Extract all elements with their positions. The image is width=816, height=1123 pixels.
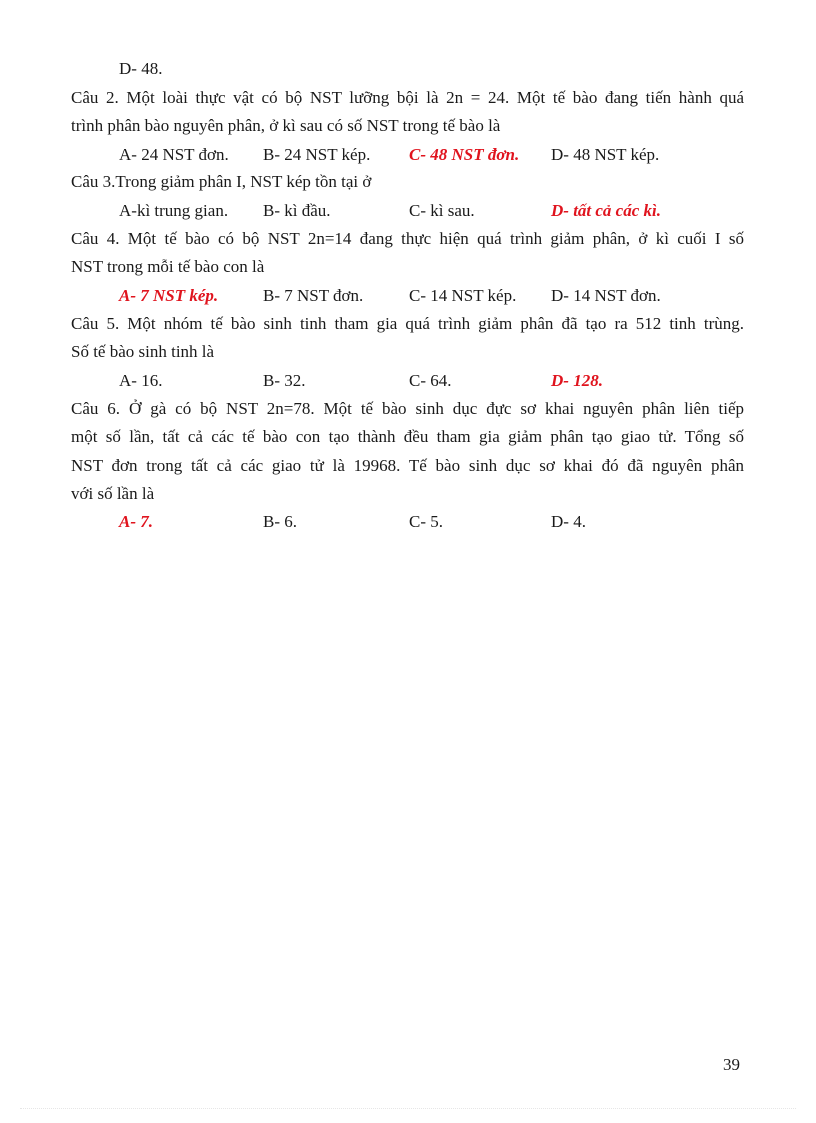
option-b: B- 7 NST đơn. — [263, 286, 364, 305]
previous-answer-option: D- 48. — [119, 59, 163, 78]
question-6-options — [0, 512, 816, 532]
option-a-correct: A- 7. — [119, 512, 153, 531]
footer-divider — [20, 1108, 796, 1109]
option-a: A-kì trung gian. — [119, 201, 229, 220]
option-d: D- 4. — [551, 512, 586, 531]
option-d: D- 48 NST kép. — [551, 145, 660, 164]
question-5-line-1: Câu 5. Một nhóm tế bào sinh tinh tham gia quá trình giảm phân đã tạo ra 512 tinh trùng. — [71, 314, 744, 333]
question-6-line-2: một số lần, tất cả các tế bào con tạo thành đều tham gia giảm phân tạo giao tử. Tổng số — [71, 427, 744, 446]
question-5-line-2: Số tế bào sinh tinh là — [71, 342, 215, 361]
option-a-correct: A- 7 NST kép. — [119, 286, 219, 305]
question-2-options — [0, 145, 816, 165]
question-4-options — [0, 286, 816, 306]
option-d: D- 14 NST đơn. — [551, 286, 661, 305]
option-c-correct: C- 48 NST đơn. — [409, 145, 520, 164]
question-6-line-4: với số lần là — [71, 484, 155, 503]
option-b: B- 6. — [263, 512, 297, 531]
option-c: C- 5. — [409, 512, 443, 531]
option-a: A- 16. — [119, 371, 163, 390]
question-2-line-2: trình phân bào nguyên phân, ở kì sau có số NST trong tế bào là — [71, 116, 501, 135]
question-5-options — [0, 371, 816, 391]
question-6-line-1: Câu 6. Ở gà có bộ NST 2n=78. Một tế bào sinh dục đực sơ khai nguyên phân liên tiếp — [71, 399, 744, 418]
option-b: B- kì đầu. — [263, 201, 331, 220]
option-b: B- 32. — [263, 371, 306, 390]
page-number: 39 — [723, 1055, 740, 1074]
option-c: C- 14 NST kép. — [409, 286, 517, 305]
question-3-options — [0, 201, 816, 221]
option-d-correct: D- tất cả các kì. — [551, 201, 661, 220]
option-a: A- 24 NST đơn. — [119, 145, 229, 164]
option-c: C- 64. — [409, 371, 452, 390]
question-4-line-1: Câu 4. Một tế bào có bộ NST 2n=14 đang thực hiện quá trình giảm phân, ở kì cuối I số — [71, 229, 744, 248]
question-3-line-1: Câu 3.Trong giảm phân I, NST kép tồn tại ở — [71, 172, 372, 191]
question-6-line-3: NST đơn trong tất cả các giao tử là 19968. Tế bào sinh dục sơ khai đó đã nguyên phân — [71, 456, 744, 475]
question-4-line-2: NST trong mỗi tế bào con là — [71, 257, 265, 276]
question-2-line-1: Câu 2. Một loài thực vật có bộ NST lưỡng bội là 2n = 24. Một tế bào đang tiến hành quá — [71, 88, 744, 107]
option-c: C- kì sau. — [409, 201, 475, 220]
option-d-correct: D- 128. — [551, 371, 603, 390]
option-b: B- 24 NST kép. — [263, 145, 371, 164]
